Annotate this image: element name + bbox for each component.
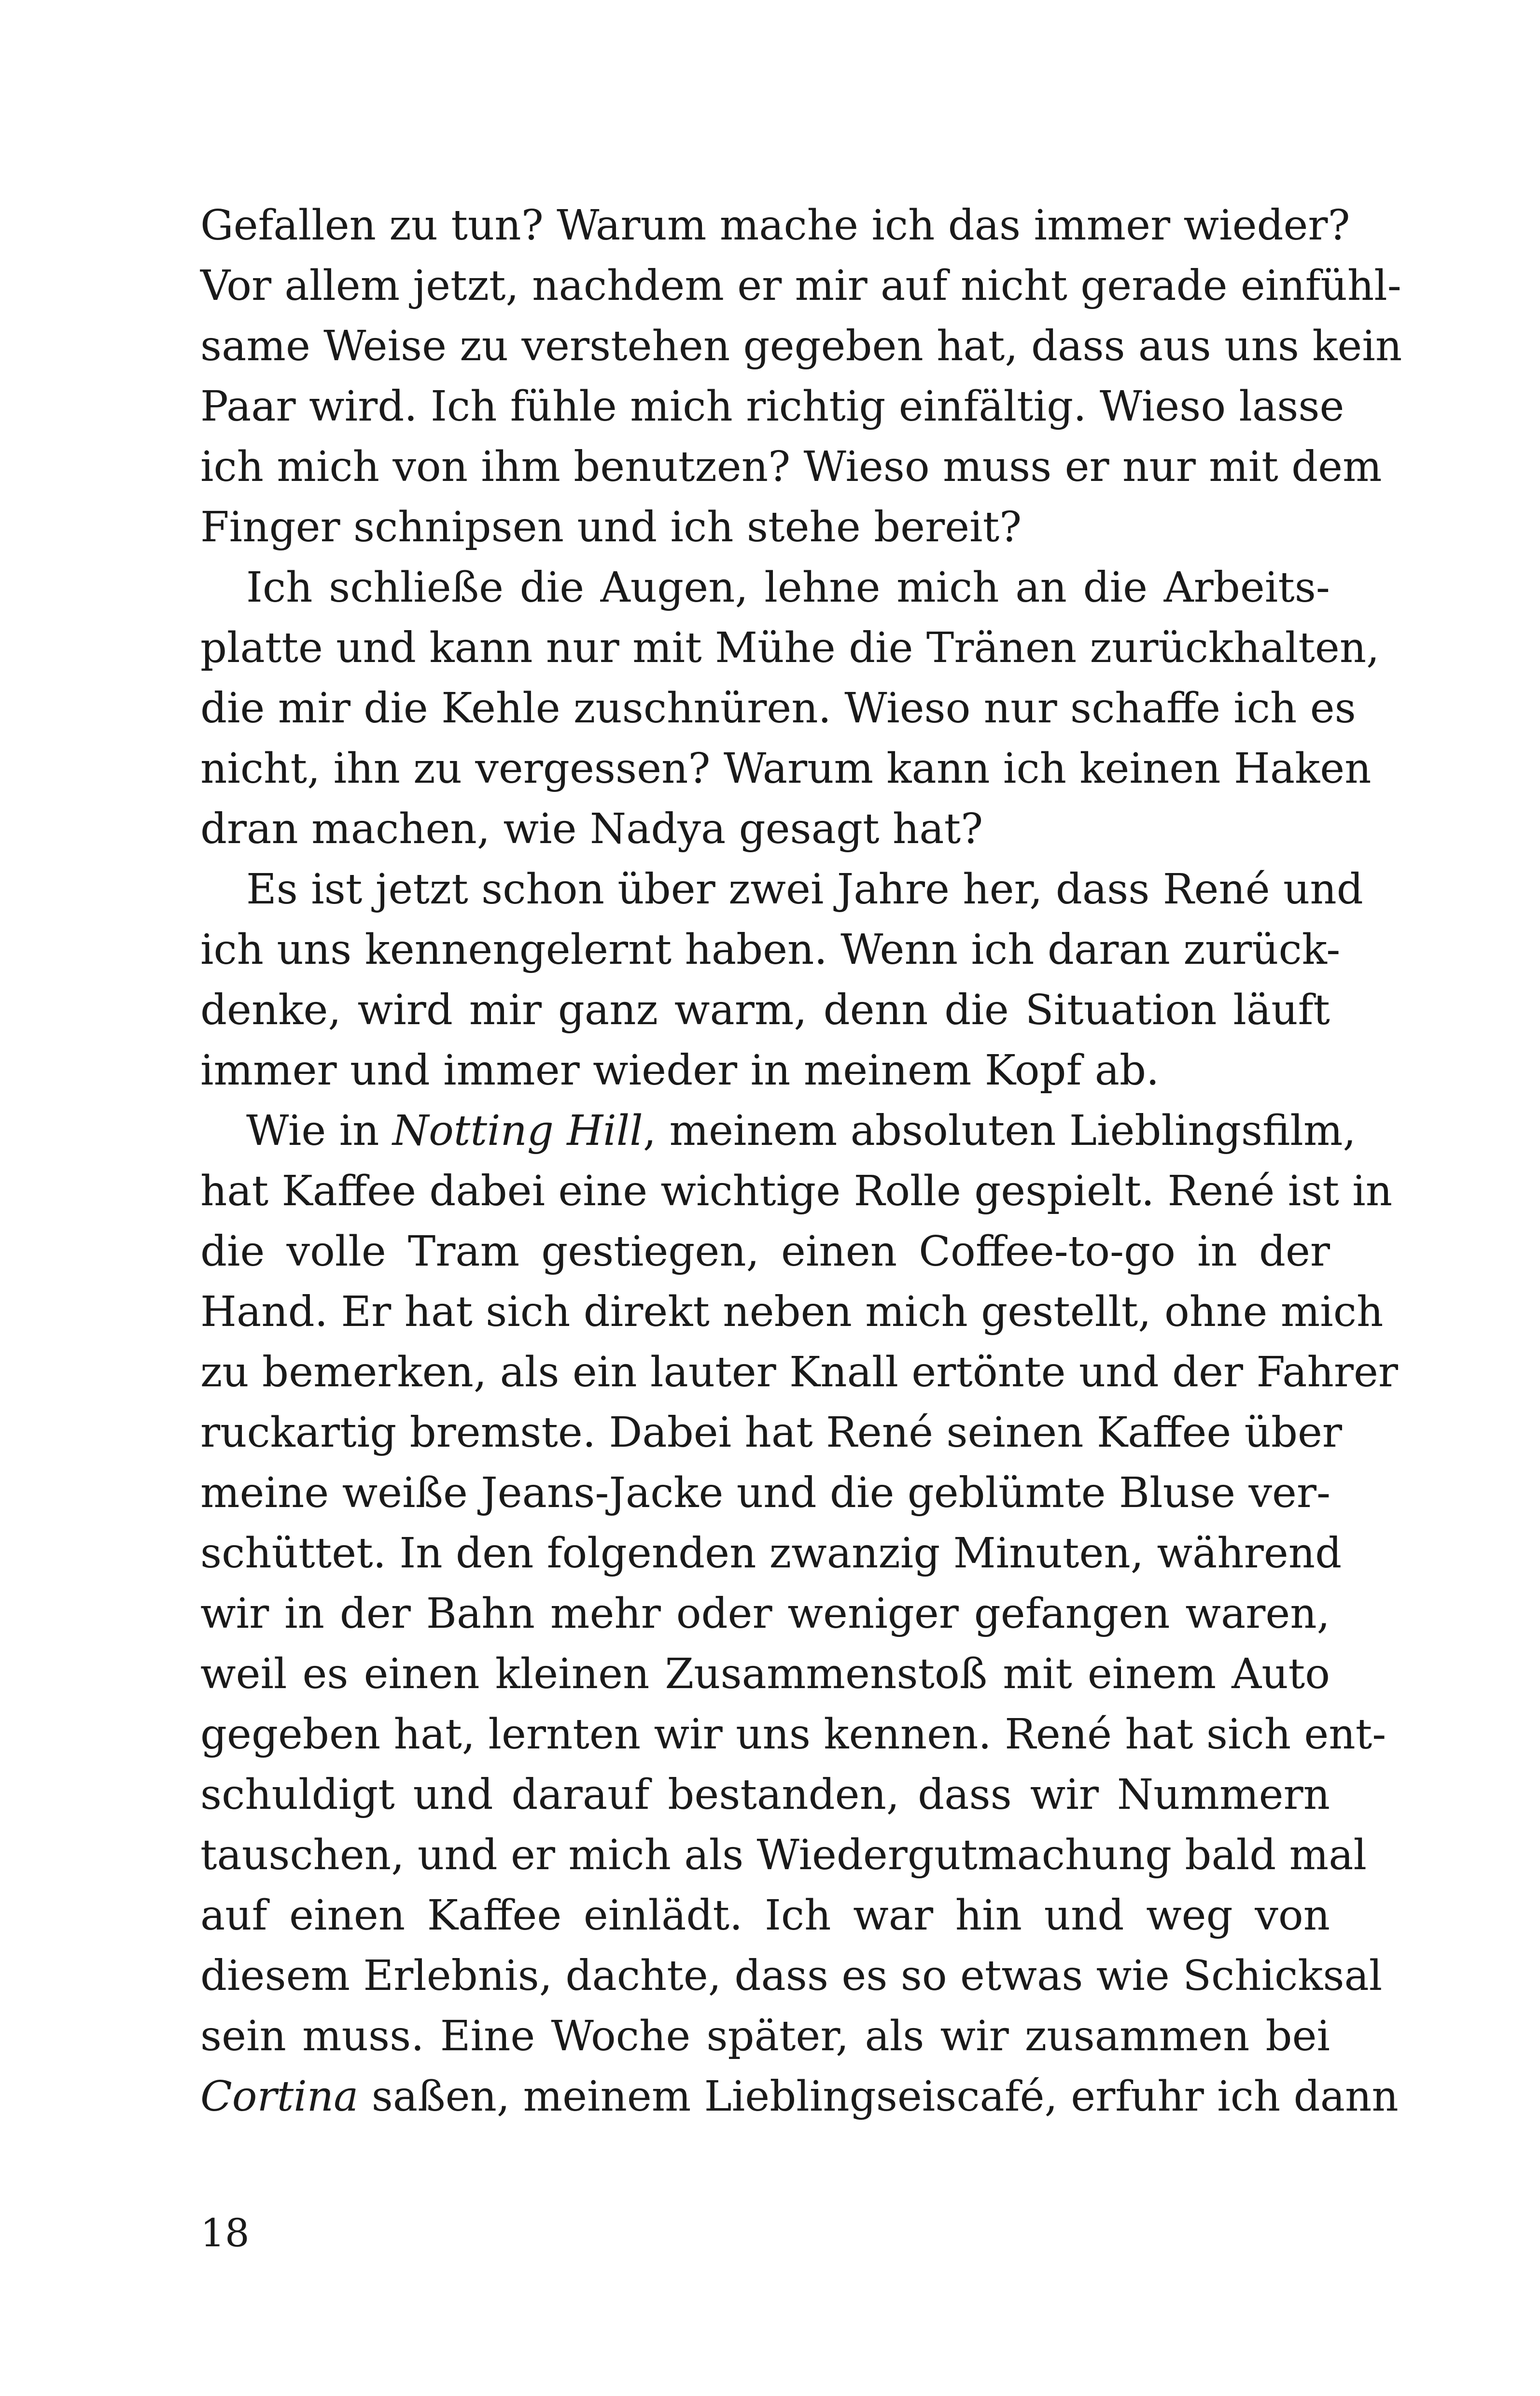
text-line: sein muss. Eine Woche später, als wir zusammen bei (200, 2012, 1330, 2060)
text-line: die volle Tram gestiegen, einen Coffee-to-go in der (200, 1227, 1330, 1276)
text-line: tauschen, und er mich als Wiedergutmachung bald mal (200, 1831, 1367, 1879)
text-line: dran machen, wie Nadya gesagt hat? (200, 805, 983, 853)
text-line: Cortina saßen, meinem Lieblingseiscafé, erfuhr ich dann (200, 2072, 1399, 2121)
text-line: Vor allem jetzt, nachdem er mir auf nicht gerade einfühl- (200, 262, 1401, 310)
page-number: 18 (200, 2211, 250, 2255)
text-line: ich uns kennengelernt haben. Wenn ich daran zurück- (200, 926, 1341, 974)
paragraph (200, 860, 1363, 1101)
text-line: nicht, ihn zu vergessen? Warum kann ich keinen Haken (200, 745, 1372, 793)
text-line: immer und immer wieder in meinem Kopf ab. (200, 1046, 1160, 1095)
text-line: schüttet. In den folgenden zwanzig Minuten, während (200, 1529, 1342, 1578)
text-line: Wie in Notting Hill, meinem absoluten Lieblingsfilm, (246, 1107, 1356, 1155)
text-line: Paar wird. Ich fühle mich richtig einfältig. Wieso lasse (200, 382, 1344, 431)
text-line: die mir die Kehle zuschnüren. Wieso nur schaffe ich es (200, 684, 1356, 733)
text-line: Finger schnipsen und ich stehe bereit? (200, 503, 1022, 551)
text-line: Hand. Er hat sich direkt neben mich gestellt, ohne mich (200, 1288, 1384, 1336)
text-line: Es ist jetzt schon über zwei Jahre her, dass René und (246, 865, 1363, 914)
text-line: auf einen Kaffee einlädt. Ich war hin und weg von (200, 1891, 1330, 1940)
paragraph (200, 558, 1380, 860)
paragraph (200, 196, 1402, 558)
text-line: denke, wird mir ganz warm, denn die Situation läuft (200, 986, 1330, 1034)
text-line: wir in der Bahn mehr oder weniger gefangen waren, (200, 1590, 1330, 1638)
text-line: Ich schließe die Augen, lehne mich an die Arbeits- (246, 564, 1330, 612)
text-line: schuldigt und darauf bestanden, dass wir Nummern (200, 1771, 1330, 1819)
paragraph (200, 1101, 1399, 2127)
text-line: gegeben hat, lernten wir uns kennen. René hat sich ent- (200, 1710, 1386, 1759)
book-page-text (200, 196, 1402, 2127)
text-line: same Weise zu verstehen gegeben hat, dass aus uns kein (200, 322, 1402, 370)
text-line: ich mich von ihm benutzen? Wieso muss er nur mit dem (200, 443, 1382, 491)
text-line: diesem Erlebnis, dachte, dass es so etwas wie Schicksal (200, 1952, 1383, 2000)
text-line: zu bemerken, als ein lauter Knall ertönte und der Fahrer (200, 1348, 1398, 1396)
text-line: platte und kann nur mit Mühe die Tränen zurückhalten, (200, 624, 1380, 672)
text-line: Gefallen zu tun? Warum mache ich das immer wieder? (200, 201, 1350, 250)
text-line: ruckartig bremste. Dabei hat René seinen Kaffee über (200, 1409, 1343, 1457)
text-line: hat Kaffee dabei eine wichtige Rolle gespielt. René ist in (200, 1167, 1393, 1215)
text-line: meine weiße Jeans-Jacke und die geblümte Bluse ver- (200, 1469, 1331, 1517)
text-line: weil es einen kleinen Zusammenstoß mit einem Auto (200, 1650, 1330, 1698)
